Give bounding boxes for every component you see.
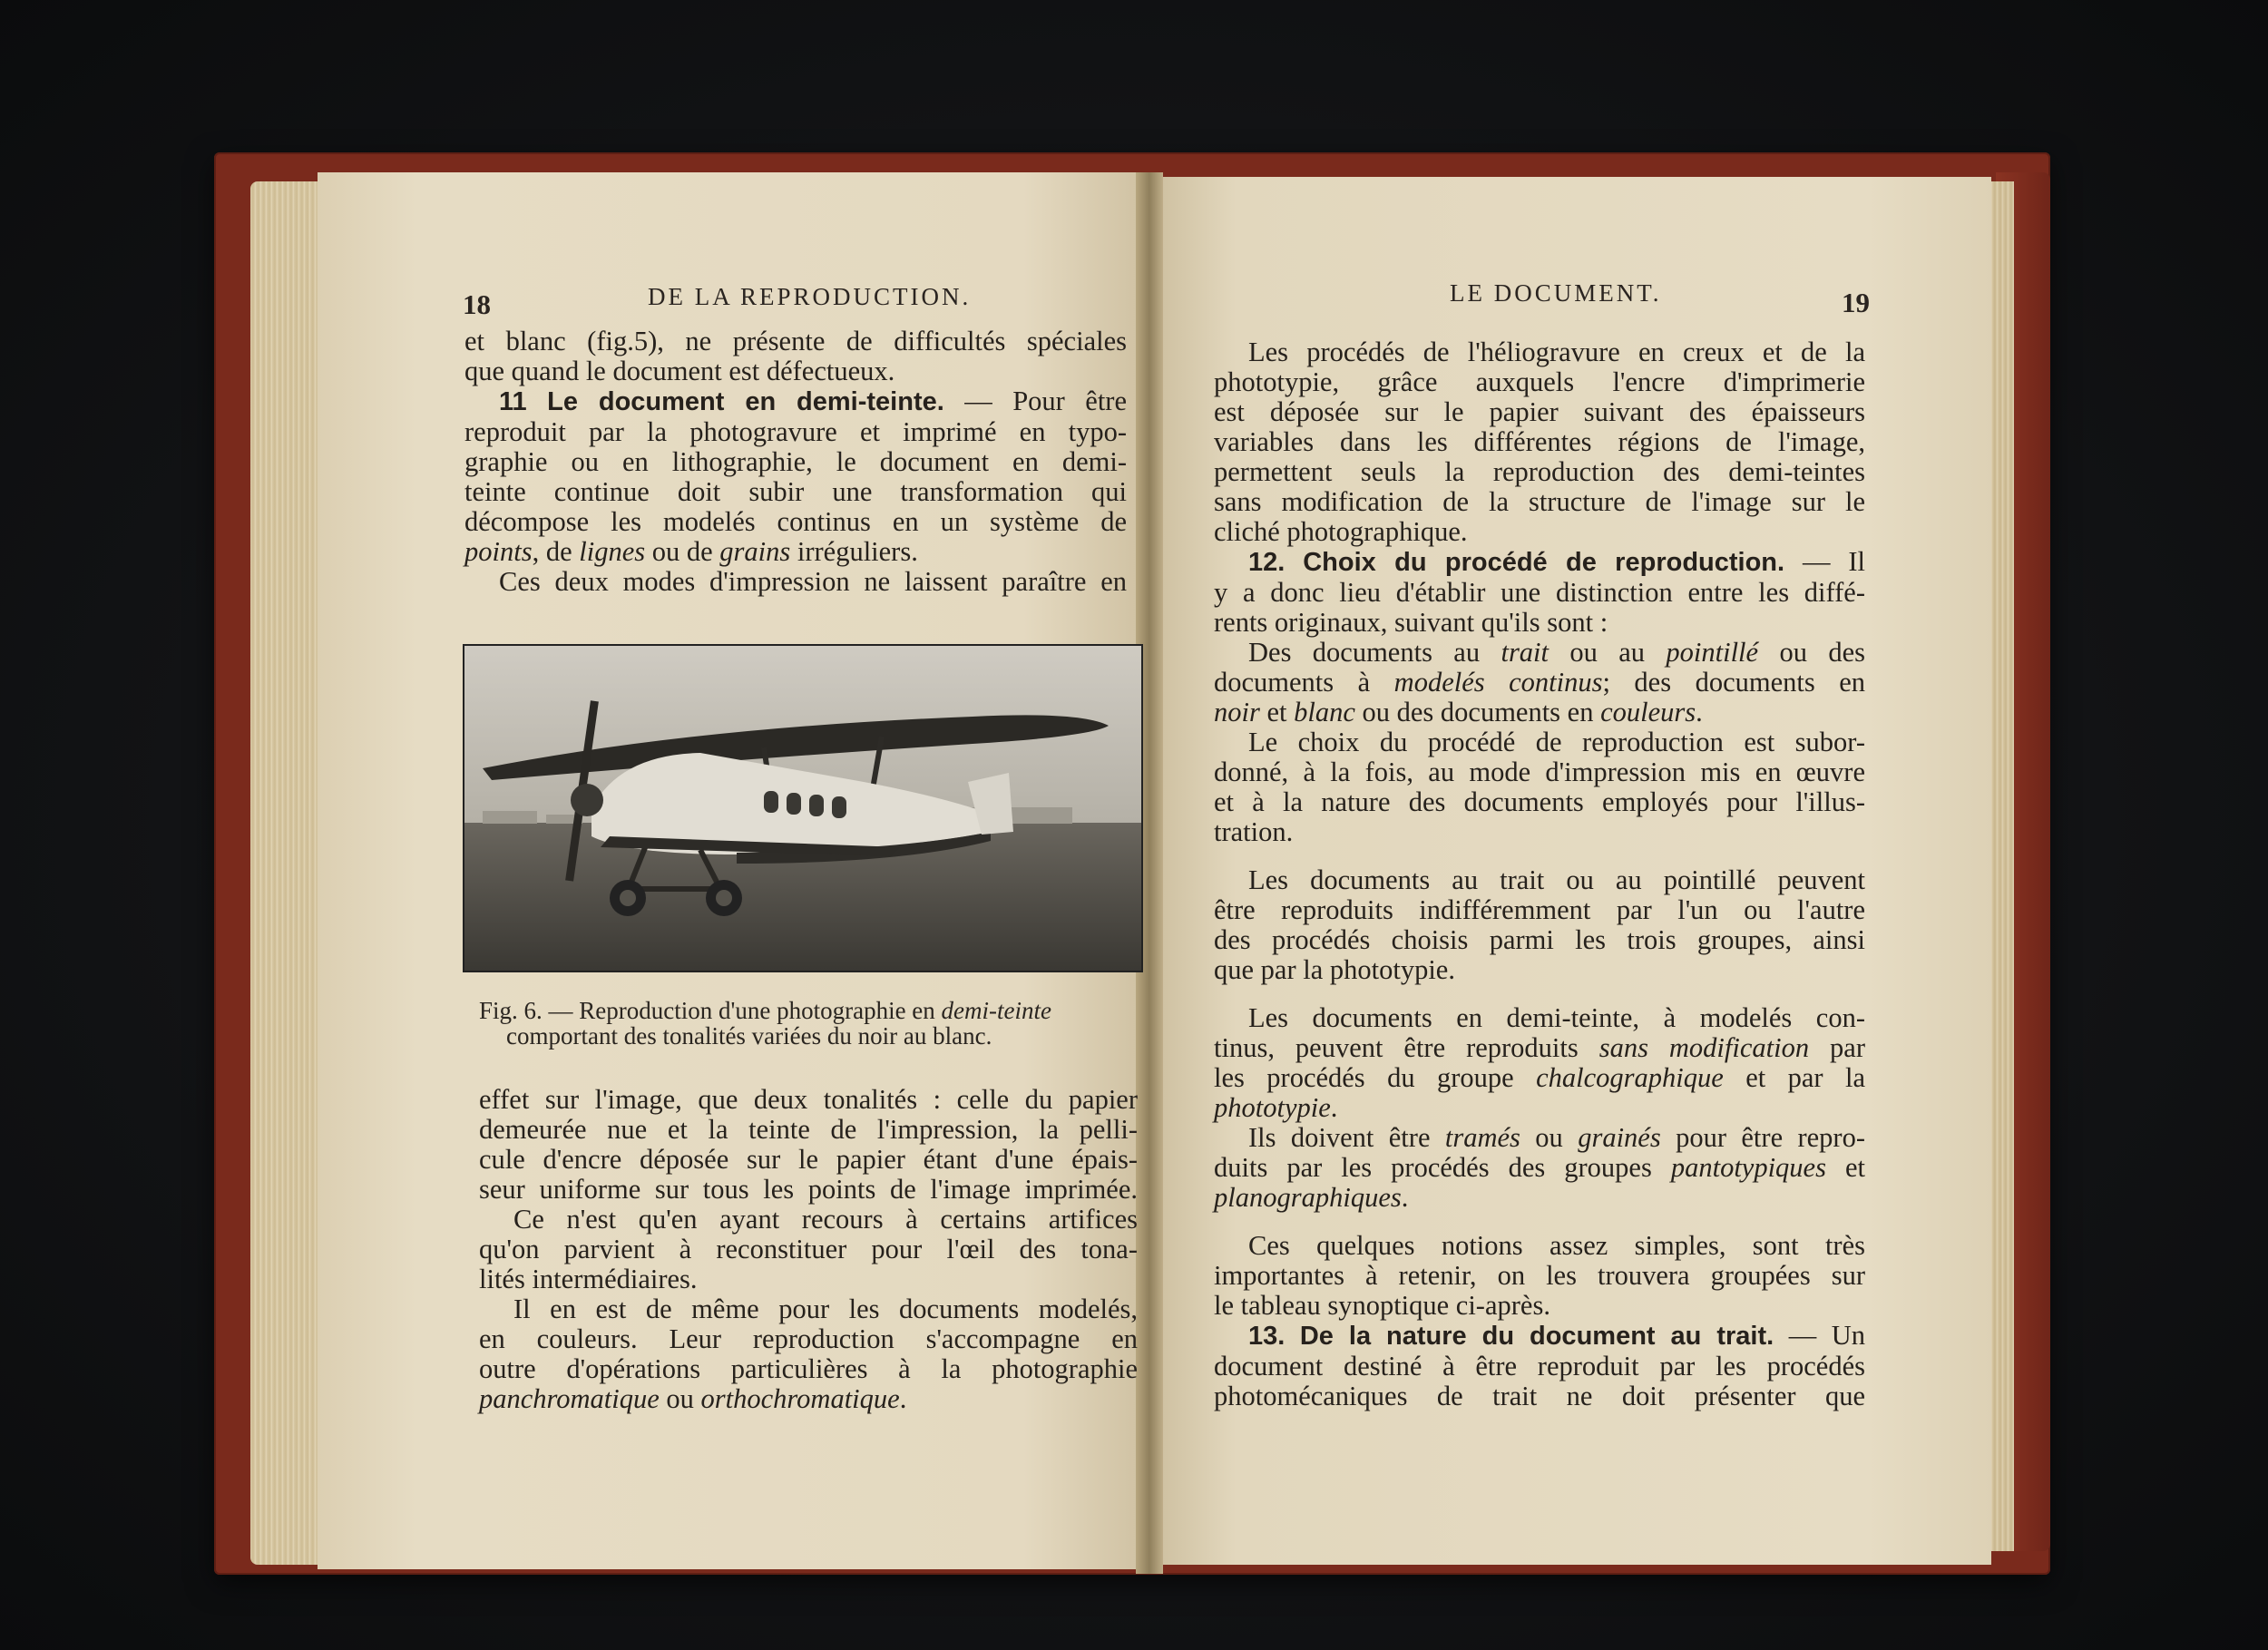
text-line: teinte continue doit subir une transformation qui xyxy=(464,476,1127,507)
text-line xyxy=(1214,1123,1865,1153)
caption-italic: demi-teinte xyxy=(941,997,1051,1024)
text-line: décompose les modelés continus en un système de xyxy=(464,506,1127,537)
text-span: duits par les procédés des groupes xyxy=(1214,1152,1671,1183)
italic-word: blanc xyxy=(1294,697,1355,727)
text-span: ou de xyxy=(645,536,720,567)
italic-word: pantotypiques xyxy=(1670,1152,1826,1183)
text-line: être reproduits indifféremment par l'un ou l'autre xyxy=(1214,894,1865,925)
text-line: rents originaux, suivant qu'ils sont : xyxy=(1214,607,1608,638)
text-span: . xyxy=(1330,1092,1338,1123)
text-span: pour être repro- xyxy=(1660,1122,1866,1153)
text-line: permettent seuls la reproduction des demi-teintes xyxy=(1214,456,1865,487)
italic-word: planographiques xyxy=(1214,1182,1402,1213)
biplane-photograph xyxy=(463,644,1143,972)
text-line: donné, à la fois, au mode d'impression mis en œuvre xyxy=(1214,757,1865,787)
right-text xyxy=(1214,337,1865,1411)
text-line: Les procédés de l'héliogravure en creux et de la xyxy=(1248,337,1865,367)
text-span: , de xyxy=(532,536,580,567)
text-line: variables dans les différentes régions de l'image, xyxy=(1214,426,1865,457)
text-line: Ce n'est qu'en ayant recours à certains artifices xyxy=(513,1204,1138,1235)
caption-line: comportant des tonalités variées du noir au blanc. xyxy=(506,1022,992,1050)
italic-word: noir xyxy=(1214,697,1260,727)
text-line: Les documents au trait ou au pointillé peuvent xyxy=(1248,864,1865,895)
italic-word: trait xyxy=(1501,637,1549,668)
text-line: qu'on parvient à reconstituer pour l'œil des tona- xyxy=(479,1234,1138,1264)
section-number: 13. xyxy=(1248,1322,1286,1351)
italic-word: sans modification xyxy=(1598,1032,1810,1063)
text-line: phototypie, grâce auxquels l'encre d'imprimerie xyxy=(1214,366,1865,397)
text-line: Les documents en demi-teinte, à modelés con- xyxy=(1248,1002,1865,1033)
text-line: y a donc lieu d'établir une distinction entre les diffé- xyxy=(1214,577,1865,608)
italic-word: points xyxy=(464,536,533,567)
text-span: documents à xyxy=(1214,667,1394,698)
text-line: est déposée sur le papier suivant des épaisseurs xyxy=(1214,396,1865,427)
text-line: et à la nature des documents employés pour l'illus- xyxy=(1214,786,1865,817)
text-line: Il en est de même pour les documents modelés, xyxy=(513,1294,1138,1324)
text-span: les procédés du groupe xyxy=(1214,1062,1537,1093)
text-line xyxy=(1214,1093,1865,1123)
text-span: ou des documents en xyxy=(1354,697,1601,727)
italic-word: grains xyxy=(719,536,791,567)
text-line: que par la phototypie. xyxy=(1214,954,1455,985)
text-line: Ces deux modes d'impression ne laissent paraître en xyxy=(499,566,1127,597)
section-heading: Choix du procédé de reproduction. xyxy=(1303,548,1785,577)
text-line: et blanc (fig.5), ne présente de difficultés spéciales xyxy=(464,326,1127,356)
section-heading: De la nature du document au trait. xyxy=(1299,1322,1774,1351)
text-span: ; des documents en xyxy=(1602,667,1865,698)
text-line: reproduit par la photogravure et imprimé en typo- xyxy=(464,416,1127,447)
page-number-left: 18 xyxy=(463,288,491,320)
running-head-left: DE LA REPRODUCTION. xyxy=(648,283,972,310)
text-line: seur uniforme sur tous les points de l'image imprimée. xyxy=(479,1174,1138,1205)
text-line xyxy=(479,1384,1138,1414)
figure-caption xyxy=(479,998,1134,1049)
text-span: et xyxy=(1825,1152,1865,1183)
text-line: Le choix du procédé de reproduction est subor- xyxy=(1248,727,1865,757)
section-number: 12. xyxy=(1248,548,1286,577)
text-span: ou xyxy=(1520,1122,1579,1153)
italic-word: tramés xyxy=(1444,1122,1520,1153)
text-span: par xyxy=(1809,1032,1865,1063)
text-span: . xyxy=(1401,1182,1409,1213)
text-span: tinus, peuvent être reproduits xyxy=(1214,1032,1599,1063)
text-span: ou xyxy=(659,1383,701,1414)
text-line: demeurée nue et la teinte de l'impression, la pelli- xyxy=(479,1114,1138,1145)
section-number: 11 xyxy=(499,387,527,416)
text-line xyxy=(464,537,1127,567)
left-text-top xyxy=(464,327,1127,597)
biplane-image xyxy=(464,646,1141,971)
text-line: sans modification de la structure de l'image sur le xyxy=(1214,486,1865,517)
text-line: cule d'encre déposée sur le papier étant d'une épais- xyxy=(479,1144,1138,1175)
left-text-bottom xyxy=(479,1085,1138,1414)
text-line: graphie ou en lithographie, le document en demi- xyxy=(464,446,1127,477)
running-head-right: LE DOCUMENT. xyxy=(1450,279,1662,307)
caption-text: Fig. 6. — Reproduction d'une photographie en xyxy=(479,997,942,1024)
text-line: en couleurs. Leur reproduction s'accompagne en xyxy=(479,1323,1138,1354)
text-line xyxy=(1214,698,1865,727)
section-heading: Le document en demi-teinte. xyxy=(547,387,944,416)
italic-word: couleurs xyxy=(1600,697,1696,727)
text-span: — Un xyxy=(1788,1320,1866,1351)
page-number-right: 19 xyxy=(1842,287,1870,318)
text-line xyxy=(1214,668,1865,698)
text-span: . xyxy=(899,1383,907,1414)
caption-line xyxy=(479,998,1134,1023)
section-11-heading-line xyxy=(464,386,1127,417)
text-line: photomécaniques de trait ne doit présenter que xyxy=(1214,1381,1865,1411)
text-line: document destiné à être reproduit par les procédés xyxy=(1214,1351,1865,1382)
text-line: que quand le document est défectueux. xyxy=(464,356,895,386)
text-span: et par la xyxy=(1723,1062,1865,1093)
text-span: ou des xyxy=(1758,637,1865,668)
text-span: . xyxy=(1696,697,1703,727)
italic-word: pointillé xyxy=(1666,637,1759,668)
italic-word: modelés continus xyxy=(1393,667,1603,698)
italic-word: orthochromatique xyxy=(700,1383,900,1414)
text-span: irréguliers. xyxy=(790,536,918,567)
text-line: le tableau synoptique ci-après. xyxy=(1214,1290,1550,1321)
text-line: tration. xyxy=(1214,816,1294,847)
text-span: ou au xyxy=(1549,637,1667,668)
text-line: cliché photographique. xyxy=(1214,516,1468,547)
text-line xyxy=(1214,638,1865,668)
text-line: lités intermédiaires. xyxy=(479,1264,698,1294)
text-span: et xyxy=(1259,697,1295,727)
italic-word: lignes xyxy=(579,536,646,567)
section-12-heading-line xyxy=(1214,547,1865,578)
text-line xyxy=(1214,1063,1865,1093)
paragraph-gap xyxy=(1214,847,1865,865)
text-span: — Il xyxy=(1802,546,1866,577)
text-span: Ils doivent être xyxy=(1248,1122,1445,1153)
text-line: importantes à retenir, on les trouvera groupées sur xyxy=(1214,1260,1865,1291)
italic-word: panchromatique xyxy=(479,1383,660,1414)
text-line: outre d'opérations particulières à la photographie xyxy=(479,1353,1138,1384)
italic-word: grainés xyxy=(1578,1122,1661,1153)
paragraph-gap xyxy=(1214,985,1865,1003)
italic-word: phototypie xyxy=(1214,1092,1331,1123)
italic-word: chalcographique xyxy=(1536,1062,1724,1093)
paragraph-gap xyxy=(1214,1213,1865,1231)
text-line: des procédés choisis parmi les trois groupes, ainsi xyxy=(1214,924,1865,955)
text-line xyxy=(1214,1153,1865,1183)
text-line xyxy=(1214,1033,1865,1063)
section-13-heading-line xyxy=(1214,1321,1865,1352)
text-line: Ces quelques notions assez simples, sont très xyxy=(1248,1230,1865,1261)
text-line xyxy=(1214,1183,1865,1213)
text-span: Des documents au xyxy=(1248,637,1501,668)
text-line: effet sur l'image, que deux tonalités : celle du papier xyxy=(479,1084,1138,1115)
text-span: — Pour être xyxy=(964,386,1128,416)
